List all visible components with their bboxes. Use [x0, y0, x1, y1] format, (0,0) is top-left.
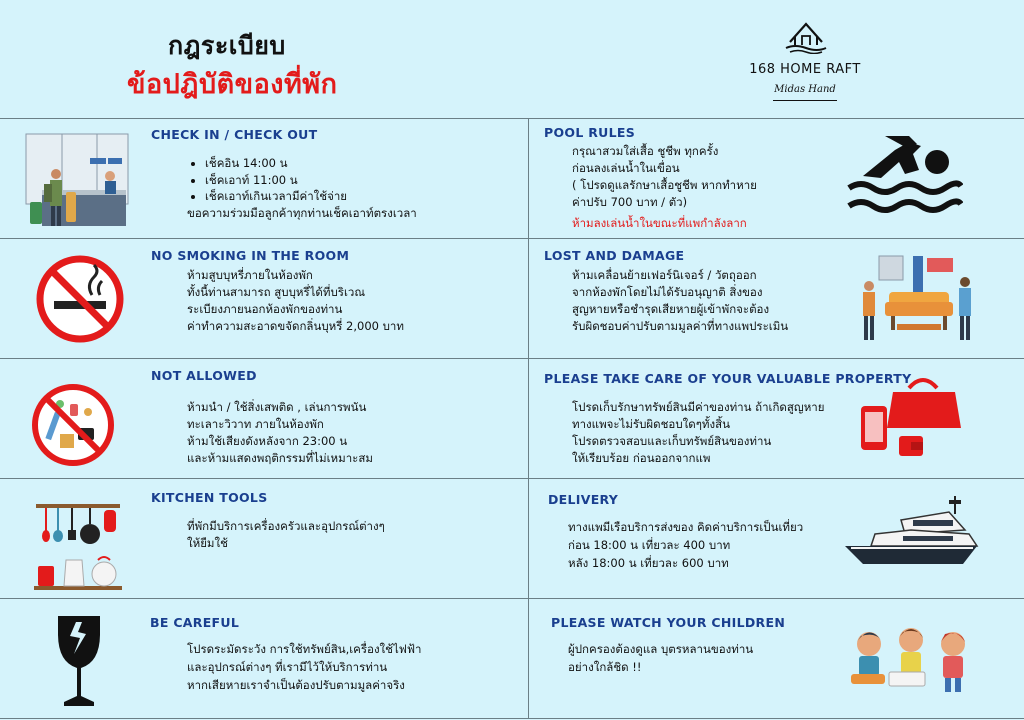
delivery-line: หลัง 18:00 น เที่ยวละ 600 บาท [568, 556, 729, 570]
brand-signature: Midas Hand [774, 84, 836, 95]
section-valuable-property [529, 358, 1024, 478]
prohibited-items-icon [30, 382, 116, 468]
pool-rule-line: ค่าปรับ 700 บาท / ตัว) [572, 195, 688, 209]
no-smoking-line: ทั้งนี้ท่านสามารถ สูบบุหรี่ได้ที่บริเวณ [187, 285, 366, 299]
section-pool-rules [529, 118, 1024, 238]
list-item: • เช็คอิน 14:00 น [205, 155, 347, 172]
not-allowed-line: ทะเลาะวิวาท ภายในห้องพัก [187, 417, 324, 431]
header [0, 0, 1024, 118]
section-heading: CHECK IN / CHECK OUT [151, 127, 318, 142]
section-heading: NO SMOKING IN THE ROOM [151, 248, 350, 263]
fragile-glass-icon [54, 612, 104, 710]
pool-rule-line: ( โปรดดูแลรักษาเสื้อชูชีพ หากทำหาย [572, 178, 757, 192]
section-check-in [0, 118, 528, 238]
not-allowed-line: ห้ามใช้เสียงดังหลังจาก 23:00 น [187, 434, 348, 448]
boat-icon [841, 490, 981, 580]
not-allowed-line: และห้ามแสดงพฤติกรรมที่ไม่เหมาะสม [187, 451, 373, 465]
pool-rule-line: กรุณาสวมใส่เสื้อ ชูชีพ ทุกครั้ง [572, 144, 719, 158]
section-not-allowed [0, 358, 528, 478]
kitchen-tools-illustration [32, 502, 124, 590]
brand-logo [740, 16, 870, 106]
pool-warning: ห้ามลงเล่นน้ำในขณะที่แพกำลังลาก [572, 216, 747, 230]
section-lost-and-damage [529, 238, 1024, 358]
swimmer-icon [847, 126, 963, 214]
valuables-icon [859, 370, 965, 462]
lost-damage-line: จากห้องพักโดยไม่ได้รับอนุญาติ สิ่งของ [572, 285, 763, 299]
kitchen-line: ที่พักมีบริการเครื่องครัวและอุปกรณ์ต่างๆ [187, 519, 385, 533]
no-smoking-line: ห้ามสูบบุหรี่ภายในห้องพัก [187, 268, 313, 282]
be-careful-line: และอุปกรณ์ต่างๆ ที่เรามีไว้ให้บริการท่าน [187, 660, 388, 674]
lost-damage-line: ห้ามเคลื่อนย้ายเฟอร์นิเจอร์ / วัตถุออก [572, 268, 757, 282]
room-furniture-illustration [857, 252, 981, 344]
section-heading: LOST AND DAMAGE [544, 248, 685, 263]
valuable-line: ทางแพจะไม่รับผิดชอบใดๆทั้งสิ้น [572, 417, 730, 431]
section-watch-children [529, 598, 1024, 718]
children-illustration [841, 620, 981, 696]
check-in-counter-illustration [22, 130, 132, 230]
list-item: • เช็คเอาท์เกินเวลามีค่าใช้จ่าย [205, 188, 347, 205]
section-no-smoking [0, 238, 528, 358]
no-smoking-line: ระเบียงภายนอกห้องพักของท่าน [187, 302, 343, 316]
no-smoking-line: ค่าทำความสะอาดขจัดกลิ่นบุหรี่ 2,000 บาท [187, 319, 404, 333]
be-careful-line: หากเสียหายเราจำเป็นต้องปรับตามมูลค่าจริง [187, 678, 405, 692]
page-title: กฎระเบียบ [168, 31, 286, 60]
pool-rule-line: ก่อนลงเล่นน้ำในเขื่อน [572, 161, 680, 175]
brand-name: 168 HOME RAFT [749, 62, 861, 77]
section-heading: BE CAREFUL [150, 615, 240, 630]
page-subtitle: ข้อปฎิบัติของที่พัก [127, 69, 338, 100]
section-be-careful [0, 598, 528, 718]
section-delivery [529, 478, 1024, 598]
lost-damage-line: สูญหายหรือชำรุดเสียหายผู้เข้าพักจะต้อง [572, 302, 770, 316]
divider [773, 100, 837, 101]
check-in-times-list [187, 155, 347, 205]
list-item: • เช็คเอาท์ 11:00 น [205, 172, 347, 189]
lost-damage-line: รับผิดชอบค่าปรับตามมูลค่าที่ทางแพประเมิน [572, 319, 789, 333]
rules-grid [0, 118, 1024, 719]
section-heading: PLEASE TAKE CARE OF YOUR VALUABLE PROPERTY [544, 371, 912, 386]
valuable-line: ให้เรียบร้อย ก่อนออกจากแพ [572, 451, 711, 465]
delivery-line: ทางแพมีเรือบริการส่งของ คิดค่าบริการเป็นเที่ยว [568, 520, 804, 534]
delivery-line: ก่อน 18:00 น เที่ยวละ 400 บาท [568, 538, 731, 552]
valuable-line: โปรดตรวจสอบและเก็บทรัพย์สินของท่าน [572, 434, 772, 448]
be-careful-line: โปรดระมัดระวัง การใช้ทรัพย์สิน,เครื่องใช้ไฟฟ้า [187, 642, 422, 656]
section-heading: PLEASE WATCH YOUR CHILDREN [551, 615, 786, 630]
divider [0, 718, 1024, 719]
section-kitchen-tools [0, 478, 528, 598]
not-allowed-line: ห้ามนำ / ใช้สิ่งเสพติด , เล่นการพนัน [187, 400, 367, 414]
section-heading: DELIVERY [548, 492, 619, 507]
children-line: ผู้ปกครองต้องดูแล บุตรหลานของท่าน [568, 642, 754, 656]
check-out-note: ขอความร่วมมือลูกค้าทุกท่านเช็คเอาท์ตรงเวลา [187, 206, 417, 220]
house-icon [784, 18, 828, 54]
children-line: อย่างใกล้ชิด !! [568, 660, 642, 674]
section-heading: POOL RULES [544, 125, 636, 140]
valuable-line: โปรดเก็บรักษาทรัพย์สินมีค่าของท่าน ถ้าเกิดสูญหาย [572, 400, 825, 414]
section-heading: KITCHEN TOOLS [151, 490, 268, 505]
no-smoking-icon [36, 255, 124, 343]
section-heading: NOT ALLOWED [151, 368, 257, 383]
kitchen-line: ให้ยืมใช้ [187, 536, 228, 550]
